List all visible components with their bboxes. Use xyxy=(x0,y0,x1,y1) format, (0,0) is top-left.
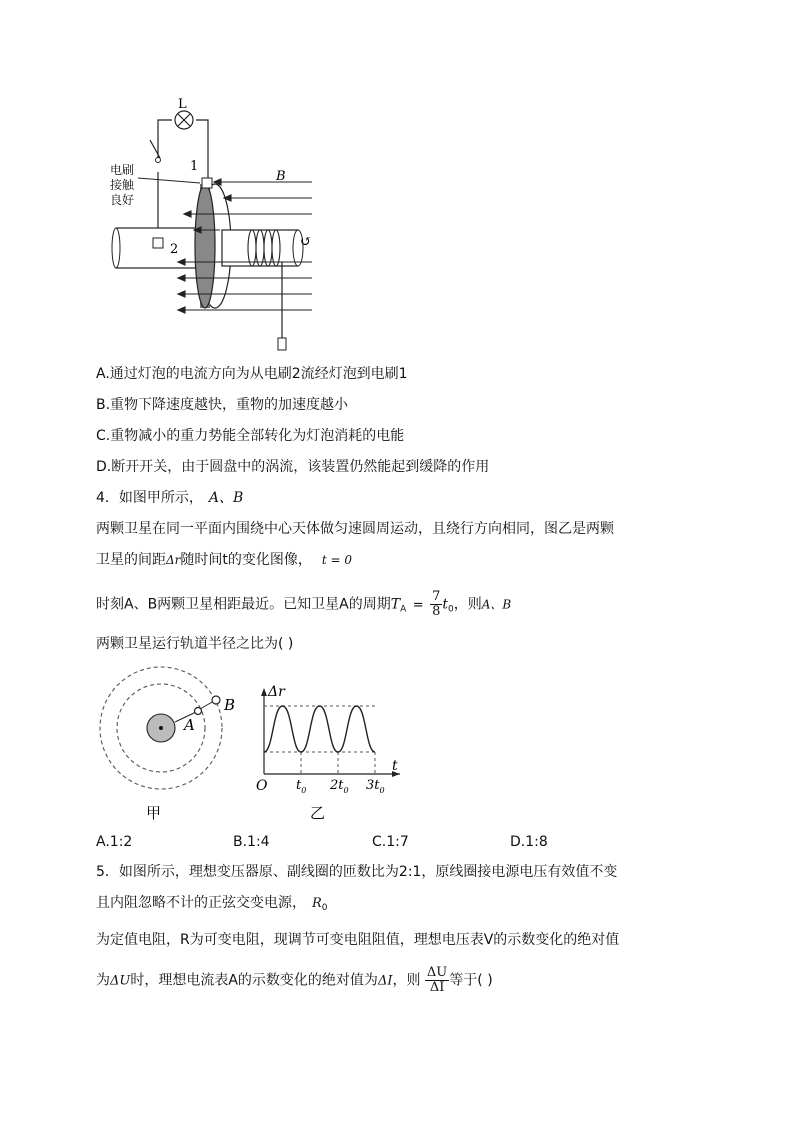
q3-option-c: C.重物减小的重力势能全部转化为灯泡消耗的电能 xyxy=(96,428,405,444)
brush-contact-note: 电刷 接触 良好 xyxy=(110,163,135,207)
q5-line-3: 为定值电阻，R为可变电阻，现调节可变电阻阻值，理想电压表V的示数变化的绝对值 xyxy=(96,932,620,948)
delta-ratio-fraction: $\frac{\Delta U}{\Delta I}$ xyxy=(426,965,448,995)
satellite-b xyxy=(212,696,220,704)
q3-option-b: B.重物下降速度越快，重物的加速度越小 xyxy=(96,397,349,413)
satellite-b-label: B xyxy=(224,696,236,714)
q4-option-a: A.1:2 xyxy=(96,834,133,850)
q4-option-b: B.1:4 xyxy=(233,834,270,850)
caption-yi: 乙 xyxy=(310,804,326,822)
orbit-figure-jia xyxy=(80,666,240,826)
caption-jia: 甲 xyxy=(146,804,162,822)
q5-line-1: 5．如图所示，理想变压器原、副线圈的匝数比为2:1，原线圈接电源电压有效值不变 xyxy=(96,864,618,880)
q4-option-c: C.1:7 xyxy=(372,834,409,850)
brush-2 xyxy=(153,238,163,248)
q4-line-1: 4．如图甲所示， A、B xyxy=(96,490,244,506)
brush-1 xyxy=(202,178,212,188)
q5-line-2: 且内阻忽略不计的正弦交变电源， $R_0$ xyxy=(96,895,328,913)
graph-origin: O xyxy=(256,778,268,794)
graph-y-label: Δr xyxy=(268,684,285,700)
lamp-label: L xyxy=(178,97,187,112)
brush-1-label: 1 xyxy=(190,159,199,174)
q5-line-4: 为ΔU时，理想电流表A的示数变化的绝对值为ΔI，则 $\frac{\Delta U}{\Delta I}$ 等于( ) xyxy=(96,965,493,995)
period-fraction: $\frac{7}{8}$ xyxy=(432,589,441,619)
q3-option-a: A.通过灯泡的电流方向为从电刷2流经灯泡到电刷1 xyxy=(96,366,408,382)
distance-time-graph-yi xyxy=(250,666,410,826)
q4-line-2: 两颗卫星在同一平面内围绕中心天体做匀速圆周运动，且绕行方向相同，图乙是两颗 xyxy=(96,521,614,537)
weight xyxy=(278,338,286,350)
lamp-icon xyxy=(175,111,193,129)
q3-option-d: D.断开开关，由于圆盘中的涡流，该装置仍然能起到缓降的作用 xyxy=(96,459,490,475)
satellite-a-label: A xyxy=(184,716,195,734)
switch-icon xyxy=(156,158,161,163)
field-label-b: B xyxy=(276,169,286,184)
tick-3t0: $3t_0$ xyxy=(366,778,385,795)
q4-line-4: 时刻A、B两颗卫星相距最近。已知卫星A的周期$T_A$ = $\frac{7}{8}$ $t_0$，则A、B xyxy=(96,589,512,619)
q4-line-3: 卫星的间距Δr随时间t的变化图像， t = 0 xyxy=(96,552,353,568)
tick-t0: $t_0$ xyxy=(296,778,307,795)
graph-x-label: t xyxy=(392,758,398,774)
brush-2-label: 2 xyxy=(170,242,179,257)
rotation-arrow-icon: ↺ xyxy=(300,234,312,250)
tick-2t0: $2t_0$ xyxy=(330,778,349,795)
q4-option-d: D.1:8 xyxy=(510,834,548,850)
q4-line-5: 两颗卫星运行轨道半径之比为( ) xyxy=(96,636,294,652)
satellite-a xyxy=(195,708,202,715)
